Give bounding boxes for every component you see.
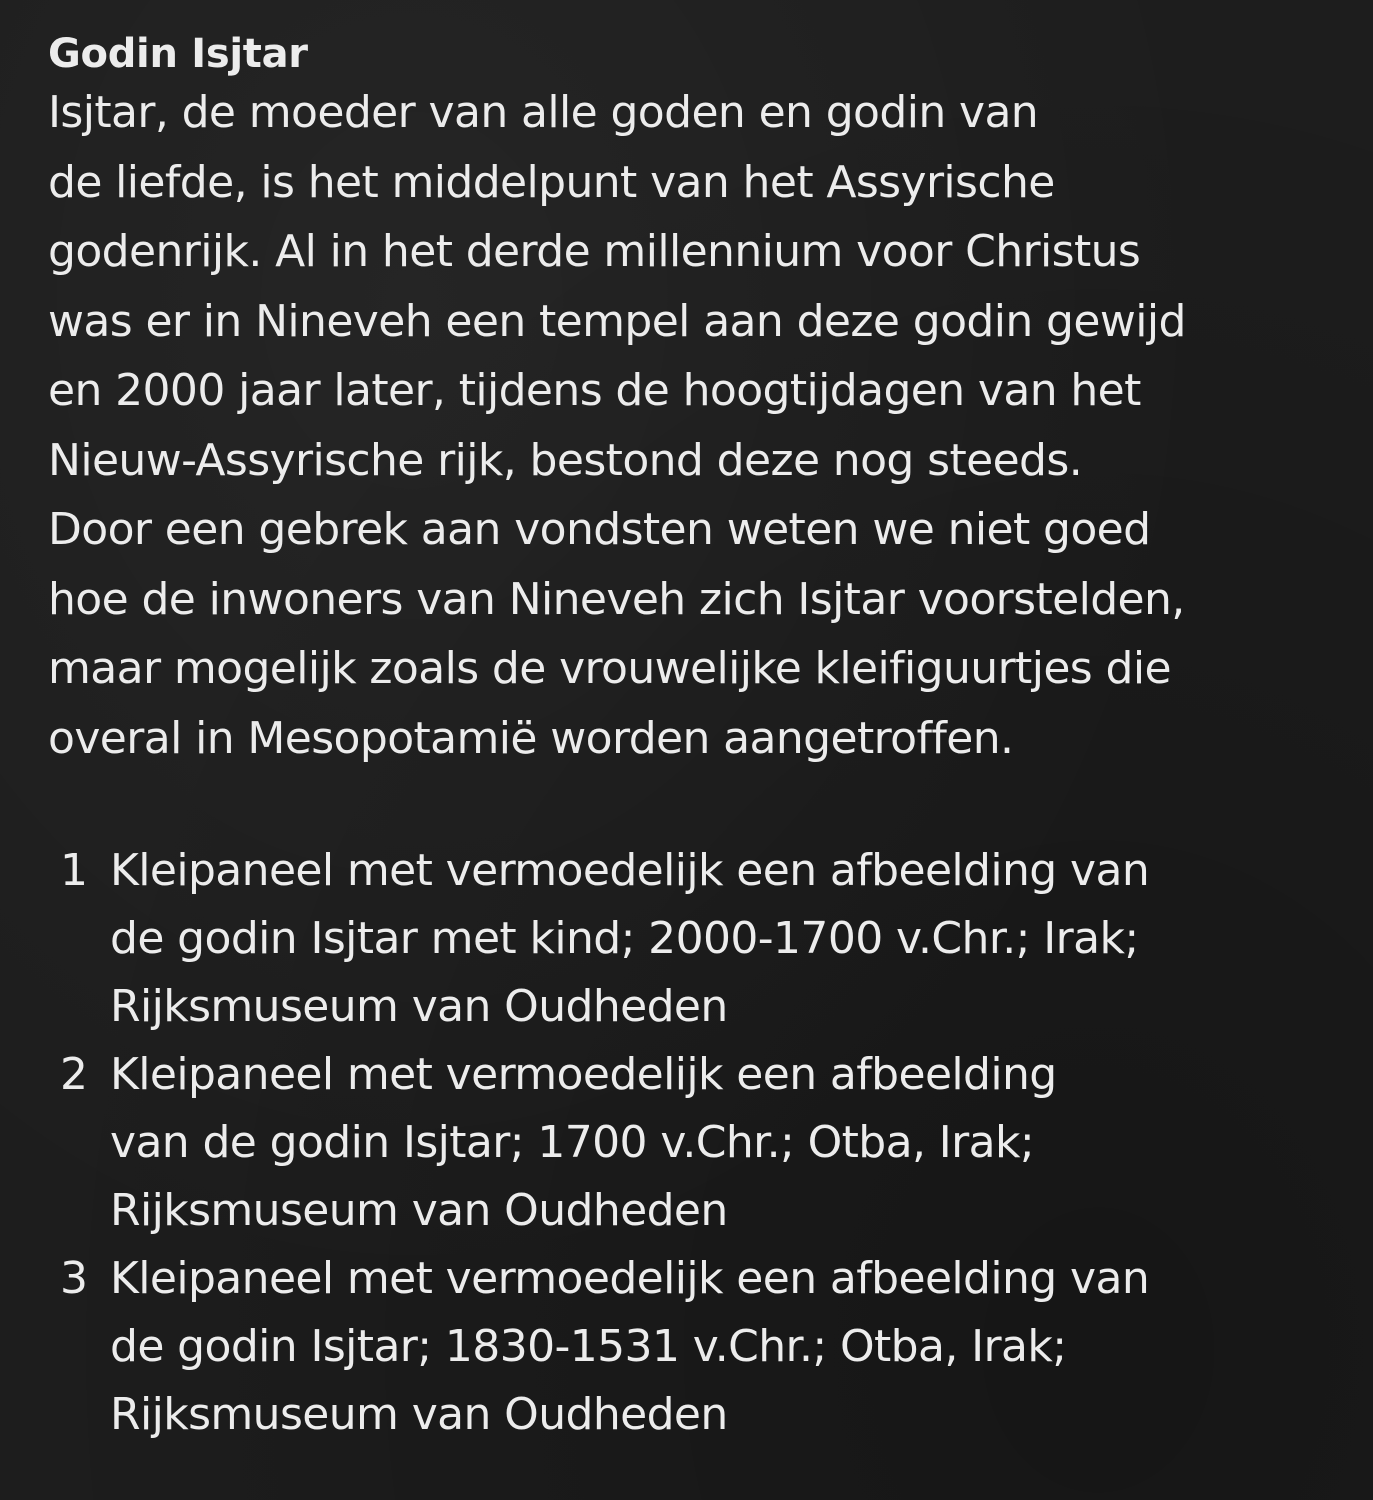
object-description (110, 837, 1149, 1041)
intro-line: Door een gebrek aan vondsten weten we niet goed (48, 504, 1151, 555)
object-item (60, 837, 1333, 1041)
object-number: 1 (60, 845, 88, 896)
object-line: Rijksmuseum van Oudheden (110, 1389, 728, 1440)
intro-line: Isjtar, de moeder van alle goden en godin van (48, 87, 1039, 138)
object-item (60, 1041, 1333, 1245)
object-line: de godin Isjtar; 1830-1531 v.Chr.; Otba, Irak; (110, 1321, 1067, 1372)
object-line: van de godin Isjtar; 1700 v.Chr.; Otba, Irak; (110, 1117, 1035, 1168)
object-line: Kleipaneel met vermoedelijk een afbeelding van (110, 1253, 1150, 1304)
intro-line: maar mogelijk zoals de vrouwelijke kleifiguurtjes die (48, 643, 1171, 694)
label-title: Godin Isjtar (48, 31, 308, 77)
object-description (110, 1041, 1057, 1245)
intro-line: en 2000 jaar later, tijdens de hoogtijdagen van het (48, 365, 1141, 416)
object-number: 2 (60, 1049, 88, 1100)
object-line: Rijksmuseum van Oudheden (110, 981, 728, 1032)
object-line: Kleipaneel met vermoedelijk een afbeelding (110, 1049, 1057, 1100)
intro-line: was er in Nineveh een tempel aan deze godin gewijd (48, 295, 1186, 347)
object-description (110, 1245, 1149, 1449)
intro-line: godenrijk. Al in het derde millennium voor Christus (48, 226, 1141, 277)
intro-line: overal in Mesopotamië worden aangetroffen. (48, 712, 1014, 764)
object-list (48, 837, 1333, 1449)
intro-line: hoe de inwoners van Nineveh zich Isjtar voorstelden, (48, 573, 1185, 625)
object-item (60, 1245, 1333, 1449)
intro-line: de liefde, is het middelpunt van het Assyrische (48, 156, 1055, 208)
intro-text (48, 78, 1333, 773)
object-line: de godin Isjtar met kind; 2000-1700 v.Chr.; Irak; (110, 913, 1139, 964)
intro-line: Nieuw-Assyrische rijk, bestond deze nog steeds. (48, 434, 1083, 486)
object-number: 3 (60, 1253, 88, 1304)
object-line: Kleipaneel met vermoedelijk een afbeelding van (110, 845, 1150, 896)
object-line: Rijksmuseum van Oudheden (110, 1185, 728, 1236)
